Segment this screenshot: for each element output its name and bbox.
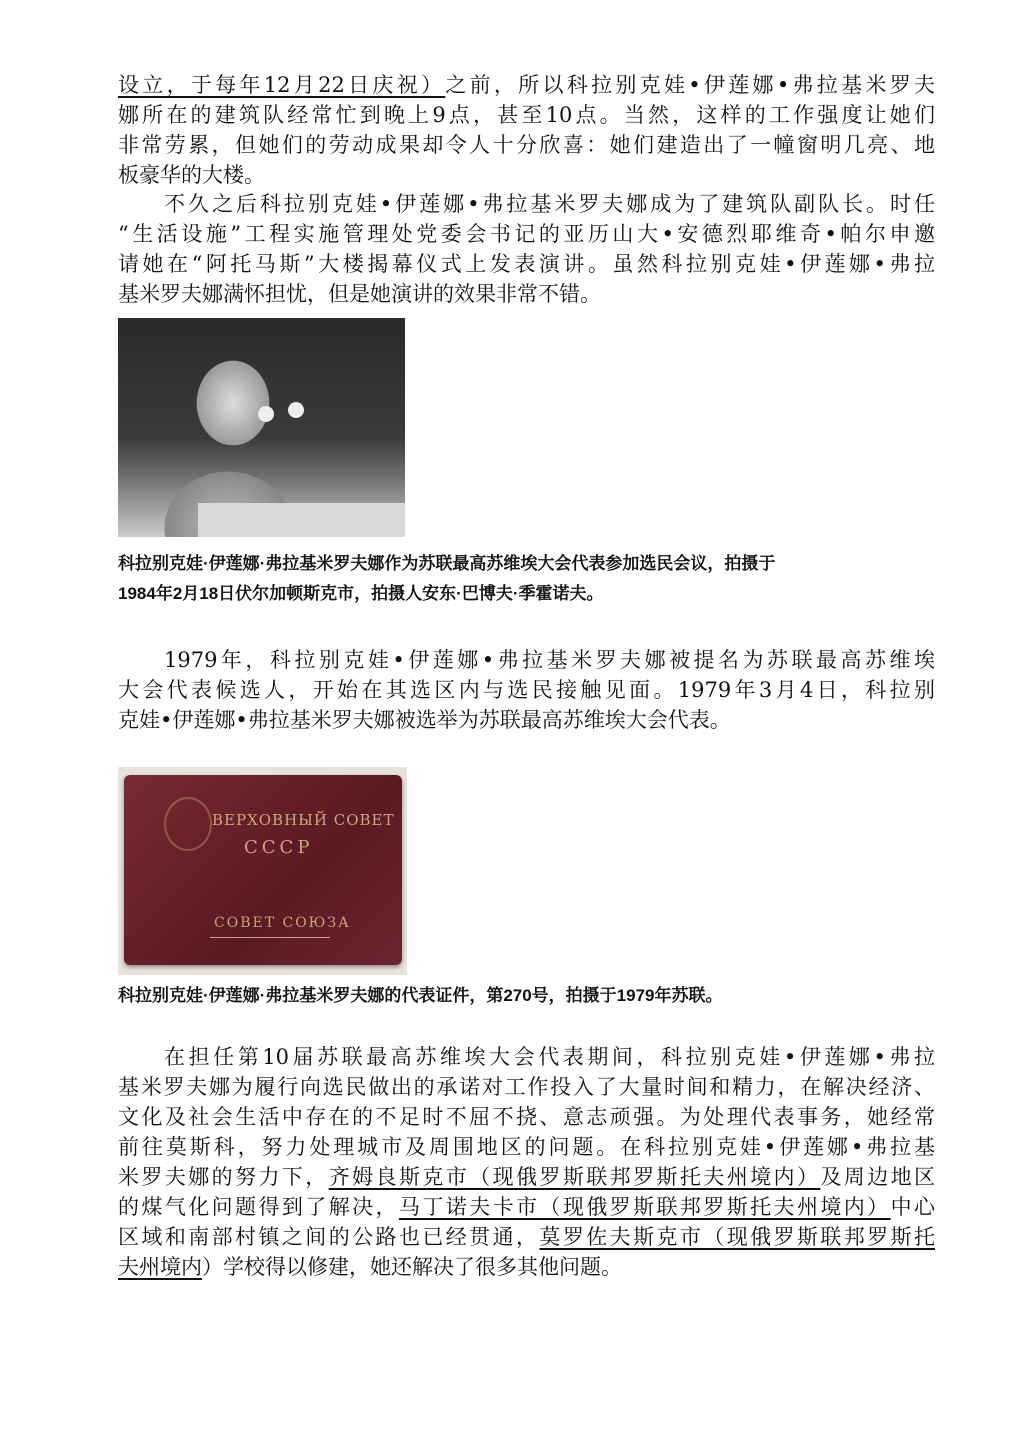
photo-deputy-id-card <box>118 767 407 975</box>
text-line <box>118 1192 935 1222</box>
text-line: 前往莫斯科，努力处理城市及周围地区的问题。在科拉别克娃•伊莲娜•弗拉基 <box>118 1135 935 1159</box>
text-line <box>118 70 935 100</box>
ussr-emblem <box>164 797 212 851</box>
text: 米罗夫娜的努力下， <box>118 1165 329 1189</box>
microphone <box>258 406 274 422</box>
paragraph-3 <box>118 645 935 735</box>
card-subtitle: СССР <box>244 837 314 858</box>
text-line: 克娃•伊莲娜•弗拉基米罗夫娜被选举为苏联最高苏维埃大会代表。 <box>118 708 731 732</box>
paragraph-4 <box>118 1042 935 1282</box>
text-line: 基米罗夫娜为履行向选民做出的承诺对工作投入了大量时间和精力，在解决经济、 <box>118 1075 935 1099</box>
text-line: 大会代表候选人，开始在其选区内与选民接触见面。1979年3月4日，科拉别 <box>118 678 935 702</box>
text: ）学校得以修建，她还解决了很多其他问题。 <box>202 1255 622 1279</box>
caption-line: 科拉别克娃·伊莲娜·弗拉基米罗夫娜的代表证件，第270号，拍摄于1979年苏联。 <box>118 986 723 1005</box>
podium <box>198 503 405 537</box>
text-line: 非常劳累，但她们的劳动成果却令人十分欣喜：她们建造出了一幢窗明几亮、地 <box>118 133 935 157</box>
text-line: 基米罗夫娜满怀担忧，但是她演讲的效果非常不错。 <box>118 282 601 306</box>
text-line <box>118 1162 935 1192</box>
underlined-text: 齐姆良斯克市（现俄罗斯联邦罗斯托夫州境内） <box>328 1165 821 1189</box>
card-title: ВЕРХОВНЫЙ СОВЕТ <box>212 811 395 829</box>
text: 及周边地区 <box>820 1165 936 1189</box>
text: 中心 <box>890 1195 936 1219</box>
caption-line: 1984年2月18日伏尔加顿斯克市，拍摄人安东·巴博夫·季霍诺夫。 <box>118 584 604 603</box>
paragraph-1 <box>118 70 935 190</box>
underlined-text: 设立，于每年12月22日庆祝） <box>118 73 446 97</box>
caption-line: 科拉别克娃·伊莲娜·弗拉基米罗夫娜作为苏联最高苏维埃大会代表参加选民会议，拍摄于 <box>118 554 776 573</box>
text-line: 1979年，科拉别克娃•伊莲娜•弗拉基米罗夫娜被提名为苏联最高苏维埃 <box>164 648 935 672</box>
caption-2 <box>118 981 948 1011</box>
paragraph-2 <box>118 189 935 309</box>
photo-speech-at-meeting <box>118 318 405 537</box>
text-line <box>118 1222 935 1252</box>
card-council-name: СОВЕТ СОЮЗА <box>214 915 351 931</box>
card-gold-line <box>210 937 330 938</box>
text-line <box>118 1252 935 1282</box>
id-card <box>124 775 402 965</box>
text-line: 板豪华的大楼。 <box>118 163 265 187</box>
text: 之前，所以科拉别克娃•伊莲娜•弗拉基米罗夫 <box>445 73 935 97</box>
text: 的煤气化问题得到了解决， <box>118 1195 399 1219</box>
text: 区域和南部村镇之间的公路也已经贯通， <box>118 1225 540 1249</box>
text-line: 在担任第10届苏联最高苏维埃大会代表期间，科拉别克娃•伊莲娜•弗拉 <box>164 1045 935 1069</box>
underlined-text: 马丁诺夫卡市（现俄罗斯联邦罗斯托夫州境内） <box>398 1195 891 1219</box>
microphone <box>288 402 304 418</box>
text-line: 请她在“阿托马斯”大楼揭幕仪式上发表演讲。虽然科拉别克娃•伊莲娜•弗拉 <box>118 252 935 276</box>
text-line: 文化及社会生活中存在的不足时不屈不挠、意志顽强。为处理代表事务，她经常 <box>118 1105 935 1129</box>
underlined-text: 莫罗佐夫斯克市（现俄罗斯联邦罗斯托 <box>539 1225 936 1249</box>
text-line: 娜所在的建筑队经常忙到晚上9点，甚至10点。当然，这样的工作强度让她们 <box>118 103 935 127</box>
text-line: 不久之后科拉别克娃•伊莲娜•弗拉基米罗夫娜成为了建筑队副队长。时任 <box>164 192 935 216</box>
underlined-text: 夫州境内 <box>118 1255 202 1279</box>
text-line: “生活设施”工程实施管理处党委会书记的亚历山大•安德烈耶维奇•帕尔申邀 <box>118 222 935 246</box>
caption-1 <box>118 549 948 609</box>
